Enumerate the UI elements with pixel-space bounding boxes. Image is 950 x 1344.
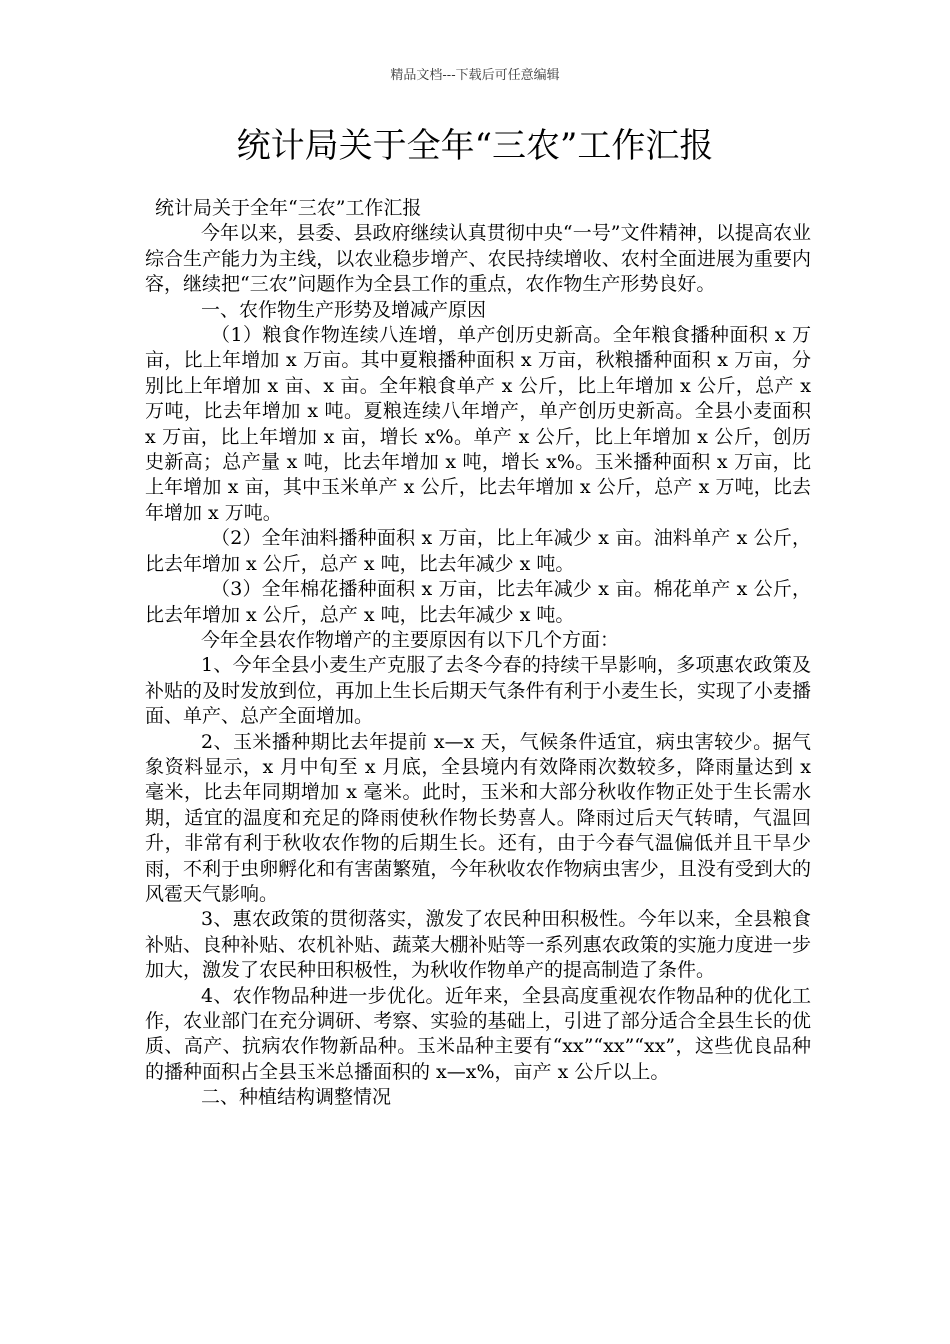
paragraph-grain: （1）粮食作物连续八连增，单产创历史新高。全年粮食播种面积 x 万亩，比上年增加 x 万亩。其中夏粮播种面积 x 万亩，秋粮播种面积 x 万亩，分别比上年增加 x 亩、x 亩。全年粮食单产 x 公斤，比上年增加 x 公斤，总产 x 万吨，比去年增加 x 吨。夏粮连续八年增产，单产创历史新高。全县小麦面积 x 万亩，比上年增加 x 亩，增长 x%。单产 x 公斤，比上年增加 x 公斤，创历史新高；总产量 x 吨，比去年增加 x 吨，增长 x%。玉米播种面积 x 万亩，比上年增加 x 亩，其中玉米单产 x 公斤，比去年增加 x 公斤，总产 x 万吨，比去年增加 x 万吨。 [145, 324, 811, 524]
paragraph-reasons-lead: 今年全县农作物增产的主要原因有以下几个方面： [201, 628, 620, 651]
paragraph-reason-4: 4、农作物品种进一步优化。近年来，全县高度重视农作物品种的优化工作，农业部门在充分调研、考察、实验的基础上，引进了部分适合全县生长的优质、高产、抗病农作物新品种。玉米品种主要有“xx”“xx”“xx”，这些优良品种的播种面积占全县玉米总播面积的 x—x%，亩产 x 公斤以上。 [145, 984, 811, 1083]
paragraph-intro: 今年以来，县委、县政府继续认真贯彻中央“一号”文件精神，以提高农业综合生产能力为主线，以农业稳步增产、农民持续增收、农村全面进展为重要内容，继续把“三农”问题作为全县工作的重点，农作物生产形势良好。 [145, 222, 811, 296]
document-subtitle: 统计局关于全年“三农”工作汇报 [155, 197, 422, 219]
paragraph-oil-crops: （2）全年油料播种面积 x 万亩，比上年减少 x 亩。油料单产 x 公斤，比去年增加 x 公斤，总产 x 吨，比去年减少 x 吨。 [145, 527, 811, 575]
document-body [145, 196, 811, 1111]
paragraph-reason-2: 2、玉米播种期比去年提前 x—x 天，气候条件适宜，病虫害较少。据气象资料显示，x 月中旬至 x 月底，全县境内有效降雨次数较多，降雨量达到 x 毫米，比去年同期增加 x 毫米。此时，玉米和大部分秋收作物正处于生长需水期，适宜的温度和充足的降雨使秋作物长势喜人。降雨过后天气转晴，气温回升，非常有利于秋收农作物的后期生长。还有，由于今春气温偏低并且干旱少雨，不利于虫卵孵化和有害菌繁殖，今年秋收农作物病虫害少，且没有受到大的风雹天气影响。 [145, 730, 811, 905]
paragraph-cotton: （3）全年棉花播种面积 x 万亩，比去年减少 x 亩。棉花单产 x 公斤，比去年增加 x 公斤，总产 x 吨，比去年减少 x 吨。 [145, 578, 811, 626]
header-note: 精品文档---下载后可任意编辑 [390, 68, 560, 83]
section-heading-2: 二、种植结构调整情况 [201, 1086, 392, 1109]
document-title: 统计局关于全年“三农”工作汇报 [236, 126, 714, 166]
section-heading-1: 一、农作物生产形势及增减产原因 [201, 298, 487, 321]
paragraph-reason-1: 1、今年全县小麦生产克服了去冬今春的持续干旱影响，多项惠农政策及补贴的及时发放到位，再加上生长后期天气条件有利于小麦生长，实现了小麦播面、单产、总产全面增加。 [145, 654, 811, 728]
paragraph-reason-3: 3、惠农政策的贯彻落实，激发了农民种田积极性。今年以来，全县粮食补贴、良种补贴、农机补贴、蔬菜大棚补贴等一系列惠农政策的实施力度进一步加大，激发了农民种田积极性，为秋收作物单产的提高制造了条件。 [145, 908, 811, 982]
